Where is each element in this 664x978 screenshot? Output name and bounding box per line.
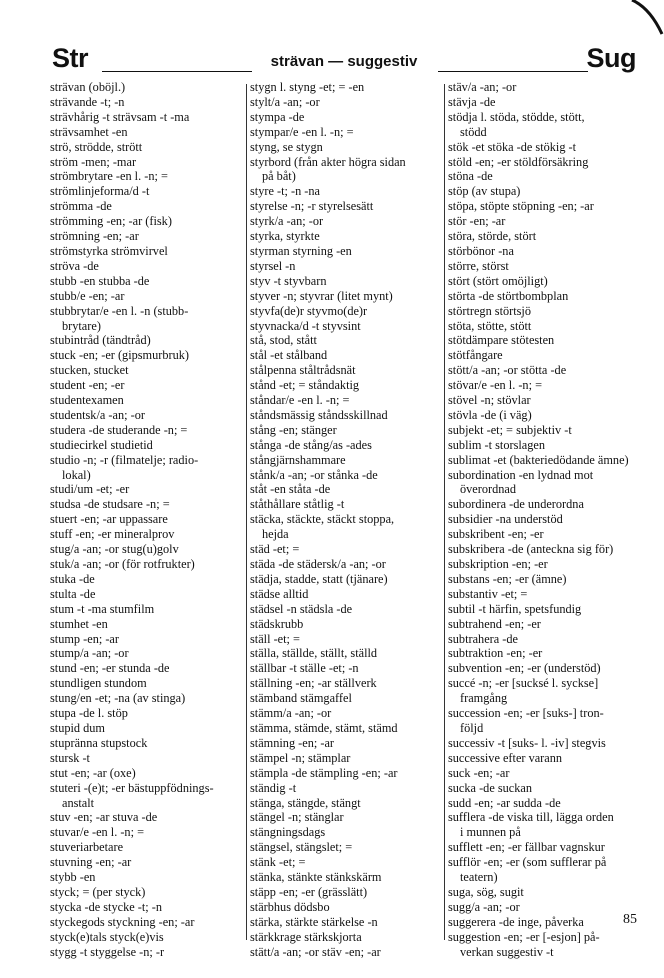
dictionary-entry: störta -de störtbombplan bbox=[448, 288, 569, 303]
dictionary-entry: styckegods styckning -en; -ar bbox=[50, 914, 195, 929]
dictionary-entry: suggestion -en; -er [-esjon] på- bbox=[448, 929, 600, 944]
dictionary-entry: stämning -en; -ar bbox=[250, 735, 335, 750]
dictionary-entry: stuka -de bbox=[50, 571, 95, 586]
dictionary-entry: strömming -en; -ar (fisk) bbox=[50, 214, 172, 229]
dictionary-entry: stympa -de bbox=[250, 109, 305, 124]
dictionary-entry: stöpa, stöpte stöpning -en; -ar bbox=[448, 199, 594, 214]
dictionary-entry: städsel -n städsla -de bbox=[250, 601, 353, 616]
dictionary-entry: sufflör -en; -er (som sufflerar på bbox=[448, 855, 607, 870]
dictionary-entry: styrk/a -an; -or bbox=[250, 214, 324, 229]
dictionary-entry: stubintråd (tändtråd) bbox=[50, 333, 151, 348]
page-number: 85 bbox=[623, 912, 637, 927]
dictionary-entry: styck; = (per styck) bbox=[50, 884, 146, 899]
column-3 bbox=[448, 80, 642, 959]
dictionary-entry: stuveriarbetare bbox=[50, 840, 124, 855]
dictionary-entry: stöp (av stupa) bbox=[448, 184, 521, 199]
dictionary-entry: subsidier -na understöd bbox=[448, 512, 563, 527]
dictionary-entry: stupid dum bbox=[50, 720, 105, 735]
dictionary-entry: strävan (oböjl.) bbox=[50, 80, 126, 94]
dictionary-entry: stybb -en bbox=[50, 870, 96, 885]
dictionary-entry: stämm/a -an; -or bbox=[250, 706, 332, 721]
dictionary-entry: styre -t; -n -na bbox=[250, 184, 320, 199]
dictionary-entry: subskription -en; -er bbox=[448, 557, 548, 571]
dictionary-entry: styver -n; styvrar (litet mynt) bbox=[250, 288, 393, 303]
dictionary-entry: suck -en; -ar bbox=[448, 765, 510, 780]
column-1 bbox=[50, 80, 244, 959]
dictionary-entry: stänka, stänkte stänkskärm bbox=[250, 870, 382, 885]
dictionary-entry: stuck -en; -er (gipsmurbruk) bbox=[50, 348, 189, 363]
dictionary-entry: styrsel -n bbox=[250, 258, 296, 273]
dictionary-entry: ställbar -t ställe -et; -n bbox=[250, 661, 359, 676]
dictionary-entry: studsa -de studsare -n; = bbox=[50, 497, 170, 512]
dictionary-entry: stuff -en; -er mineralprov bbox=[50, 527, 175, 542]
dictionary-entry: succession -en; -er [suks-] tron- bbox=[448, 706, 604, 721]
dictionary-entry: stötdämpare stötesten bbox=[448, 333, 555, 348]
dictionary-entry: stärbhus dödsbo bbox=[250, 899, 330, 914]
dictionary-entry: sublim -t storslagen bbox=[448, 437, 546, 452]
dictionary-entry: strömning -en; -ar bbox=[50, 229, 139, 244]
dictionary-entry: sudd -en; -ar sudda -de bbox=[448, 795, 561, 810]
dictionary-entry: ställ -et; = bbox=[250, 631, 300, 646]
dictionary-entry: stuvar/e -en l. -n; = bbox=[50, 825, 145, 840]
dictionary-entry: stört (stört omöjligt) bbox=[448, 273, 548, 288]
column-2 bbox=[250, 80, 444, 959]
dictionary-entry: subskribera -de (anteckna sig för) bbox=[448, 542, 614, 557]
dictionary-entry: strömma -de bbox=[50, 199, 112, 214]
dictionary-entry: stylt/a -an; -or bbox=[250, 94, 320, 109]
dictionary-entry: stum -t -ma stumfilm bbox=[50, 601, 155, 616]
dictionary-entry: stursk -t bbox=[50, 750, 90, 765]
dictionary-entry: successive efter varann bbox=[448, 750, 563, 765]
dictionary-entry: stödja l. stöda, stödde, stött, bbox=[448, 109, 585, 124]
dictionary-entry: successiv -t [suks- l. -iv] stegvis bbox=[448, 735, 606, 750]
dictionary-entry: suggerera -de inge, påverka bbox=[448, 914, 584, 929]
dictionary-entry: styrka, styrkte bbox=[250, 229, 320, 244]
dictionary-entry: stöta, stötte, stött bbox=[448, 318, 532, 333]
dictionary-entry: stötfångare bbox=[448, 348, 503, 363]
dictionary-entry: studera -de studerande -n; = bbox=[50, 422, 188, 437]
dictionary-entry: styng, se stygn bbox=[250, 139, 323, 154]
dictionary-entry: stundligen stundom bbox=[50, 676, 147, 691]
dictionary-entry: ströva -de bbox=[50, 258, 99, 273]
dictionary-entry: subtrahera -de bbox=[448, 631, 518, 646]
dictionary-entry: stävja -de bbox=[448, 94, 496, 109]
dictionary-entry: ståndar/e -en l. -n; = bbox=[250, 393, 350, 408]
dictionary-entry: stygn l. styng -et; = -en bbox=[250, 80, 365, 94]
dictionary-entry: lokal) bbox=[62, 467, 91, 482]
dictionary-entry: subtrahend -en; -er bbox=[448, 616, 541, 631]
dictionary-entry: sucka -de suckan bbox=[448, 780, 532, 795]
dictionary-entry: stånga -de stång/as -ades bbox=[250, 437, 372, 452]
dictionary-entry: studio -n; -r (filmatelje; radio- bbox=[50, 452, 199, 467]
dictionary-entry: ständig -t bbox=[250, 780, 297, 795]
dictionary-entry: stängsel, stängslet; = bbox=[250, 840, 353, 855]
dictionary-entry: teatern) bbox=[460, 870, 498, 885]
dictionary-entry: anstalt bbox=[62, 795, 95, 810]
dictionary-entry: störtregn störtsjö bbox=[448, 303, 531, 318]
dictionary-entry: stund -en; -er stunda -de bbox=[50, 661, 170, 676]
dictionary-entry: sugg/a -an; -or bbox=[448, 899, 520, 914]
dictionary-entry: stump -en; -ar bbox=[50, 631, 119, 646]
dictionary-entry: stupränna stupstock bbox=[50, 735, 148, 750]
dictionary-entry: strävande -t; -n bbox=[50, 94, 125, 109]
dictionary-entry: studentsk/a -an; -or bbox=[50, 407, 145, 422]
dictionary-entry: överordnad bbox=[460, 482, 516, 497]
dictionary-entry: stött/a -an; -or stötta -de bbox=[448, 363, 567, 378]
dictionary-entry: stuvning -en; -ar bbox=[50, 855, 132, 870]
dictionary-entry: städ -et; = bbox=[250, 542, 300, 557]
dictionary-entry: subordination -en lydnad mot bbox=[448, 467, 594, 482]
dictionary-entry: stycka -de stycke -t; -n bbox=[50, 899, 162, 914]
dictionary-entry: stänk -et; = bbox=[250, 855, 306, 870]
dictionary-entry: stäcka, stäckte, stäckt stoppa, bbox=[250, 512, 395, 527]
dictionary-entry: stubb/e -en; -ar bbox=[50, 288, 125, 303]
dictionary-entry: substans -en; -er (ämne) bbox=[448, 571, 567, 586]
dictionary-entry: verkan suggestiv -t bbox=[460, 944, 554, 959]
dictionary-entry: stövar/e -en l. -n; = bbox=[448, 378, 543, 393]
dictionary-entry: störa, störde, stört bbox=[448, 229, 537, 244]
dictionary-entry: stövla -de (i väg) bbox=[448, 407, 532, 422]
page-title: strävan — suggestiv bbox=[270, 53, 418, 70]
dictionary-entry: ställa, ställde, ställt, ställd bbox=[250, 646, 378, 661]
dictionary-entry: studentexamen bbox=[50, 393, 124, 408]
dictionary-entry: stäpp -en; -er (grässlätt) bbox=[250, 884, 368, 899]
dictionary-entry: subordinera -de underordna bbox=[448, 497, 584, 512]
dictionary-entry: ståt -en ståta -de bbox=[250, 482, 331, 497]
dictionary-entry: stämpel -n; stämplar bbox=[250, 750, 351, 765]
dictionary-entry: stung/en -et; -na (av stinga) bbox=[50, 691, 186, 706]
right-guide-word: Sug bbox=[586, 43, 636, 73]
dictionary-entry: stubbrytar/e -en l. -n (stubb- bbox=[50, 303, 189, 318]
dictionary-entry: strävsamhet -en bbox=[50, 124, 128, 139]
dictionary-entry: ståthållare ståtlig -t bbox=[250, 497, 345, 512]
dictionary-entry: strö, strödde, strött bbox=[50, 139, 143, 154]
dictionary-entry: strävhårig -t strävsam -t -ma bbox=[50, 109, 190, 124]
dictionary-entry: framgång bbox=[460, 691, 508, 706]
dictionary-entry: stäv/a -an; -or bbox=[448, 80, 517, 94]
column-divider bbox=[444, 84, 445, 940]
dictionary-entry: strömstyrka strömvirvel bbox=[50, 243, 168, 258]
dictionary-entry: strömbrytare -en l. -n; = bbox=[50, 169, 168, 184]
dictionary-entry: styv -t styvbarn bbox=[250, 273, 327, 288]
dictionary-entry: städse alltid bbox=[250, 586, 309, 601]
dictionary-entry: stök -et stöka -de stökig -t bbox=[448, 139, 577, 154]
dictionary-entry: städa -de städersk/a -an; -or bbox=[250, 557, 386, 571]
dictionary-entry: styrbord (från akter högra sidan bbox=[250, 154, 406, 169]
dictionary-entry: stämpla -de stämpling -en; -ar bbox=[250, 765, 398, 780]
dictionary-entry: stygg -t styggelse -n; -r bbox=[50, 944, 165, 959]
dictionary-entry: stör -en; -ar bbox=[448, 214, 506, 229]
dictionary-entry: subskribent -en; -er bbox=[448, 527, 544, 542]
dictionary-entry: stå, stod, stått bbox=[250, 333, 317, 348]
dictionary-entry: större, störst bbox=[448, 258, 509, 273]
left-guide-word: Str bbox=[52, 43, 89, 73]
dictionary-entry: stånk/a -an; -or stånka -de bbox=[250, 467, 378, 482]
dictionary-entry: ström -men; -mar bbox=[50, 154, 137, 169]
dictionary-entry: studiecirkel studietid bbox=[50, 437, 153, 452]
dictionary-entry: styvfa(de)r styvmo(de)r bbox=[250, 303, 368, 318]
dictionary-entry: stump/a -an; -or bbox=[50, 646, 129, 661]
dictionary-entry: stämma, stämde, stämt, stämd bbox=[250, 720, 398, 735]
dictionary-entry: suga, sög, sugit bbox=[448, 884, 524, 899]
dictionary-entry: följd bbox=[460, 720, 484, 735]
dictionary-entry: stålpenna ståltrådsnät bbox=[250, 363, 356, 378]
dictionary-entry: stympar/e -en l. -n; = bbox=[250, 124, 354, 139]
dictionary-entry: stänga, stängde, stängt bbox=[250, 795, 361, 810]
dictionary-entry: stämband stämgaffel bbox=[250, 691, 352, 706]
dictionary-entry: stängningsdags bbox=[250, 825, 326, 840]
dictionary-entry: student -en; -er bbox=[50, 378, 125, 393]
dictionary-entry: stucken, stucket bbox=[50, 363, 129, 378]
dictionary-entry: stång -en; stänger bbox=[250, 422, 337, 437]
dictionary-entry: brytare) bbox=[62, 318, 101, 333]
dictionary-entry: stuert -en; -ar uppassare bbox=[50, 512, 168, 527]
dictionary-entry: på båt) bbox=[262, 169, 296, 184]
dictionary-entry: städja, stadde, statt (tjänare) bbox=[250, 571, 388, 586]
dictionary-entry: stuteri -(e)t; -er bästuppfödnings- bbox=[50, 780, 214, 795]
dictionary-entry: stärkkrage stärkskjorta bbox=[250, 929, 362, 944]
dictionary-entry: ståndsmässig ståndsskillnad bbox=[250, 407, 388, 422]
page-corner-curve-icon bbox=[624, 0, 664, 40]
dictionary-entry: ställning -en; -ar ställverk bbox=[250, 676, 377, 691]
dictionary-entry: styrman styrning -en bbox=[250, 243, 352, 258]
dictionary-entry: styrelse -n; -r styrelsesätt bbox=[250, 199, 374, 214]
dictionary-entry: stuv -en; -ar stuva -de bbox=[50, 810, 158, 825]
dictionary-entry: stöld -en; -er stöldförsäkring bbox=[448, 154, 589, 169]
dictionary-entry: styvnacka/d -t styvsint bbox=[250, 318, 361, 333]
dictionary-entry: i munnen på bbox=[460, 825, 521, 840]
dictionary-entry: stulta -de bbox=[50, 586, 96, 601]
dictionary-entry: stål -et stålband bbox=[250, 348, 328, 363]
dictionary-entry: stätt/a -an; -or stäv -en; -ar bbox=[250, 944, 381, 959]
dictionary-entry: sufflett -en; -er fällbar vagnskur bbox=[448, 840, 605, 855]
dictionary-entry: studi/um -et; -er bbox=[50, 482, 130, 497]
dictionary-entry: störbönor -na bbox=[448, 243, 514, 258]
dictionary-entry: stöna -de bbox=[448, 169, 493, 184]
dictionary-entry: stuk/a -an; -or (för rotfrukter) bbox=[50, 557, 195, 571]
dictionary-entry: stumhet -en bbox=[50, 616, 108, 631]
dictionary-entry: stupa -de l. stöp bbox=[50, 706, 128, 721]
dictionary-entry: stug/a -an; -or stug(u)golv bbox=[50, 542, 179, 557]
dictionary-entry: stut -en; -ar (oxe) bbox=[50, 765, 136, 780]
dictionary-entry: stånd -et; = ståndaktig bbox=[250, 378, 360, 393]
dictionary-entry: subvention -en; -er (understöd) bbox=[448, 661, 601, 676]
dictionary-entry: sublimat -et (bakteriedödande ämne) bbox=[448, 452, 629, 467]
dictionary-entry: stubb -en stubba -de bbox=[50, 273, 150, 288]
column-divider bbox=[246, 84, 247, 940]
dictionary-entry: subjekt -et; = subjektiv -t bbox=[448, 422, 572, 437]
dictionary-entry: stödd bbox=[460, 124, 487, 139]
dictionary-entry: subtraktion -en; -er bbox=[448, 646, 543, 661]
dictionary-entry: städskrubb bbox=[250, 616, 304, 631]
dictionary-entry: stövel -n; stövlar bbox=[448, 393, 531, 408]
dictionary-entry: styck(e)tals styck(e)vis bbox=[50, 929, 164, 944]
dictionary-entry: substantiv -et; = bbox=[448, 586, 528, 601]
dictionary-entry: stångjärnshammare bbox=[250, 452, 346, 467]
dictionary-entry: strömlinjeformа/d -t bbox=[50, 184, 150, 199]
page-header bbox=[52, 36, 636, 80]
dictionary-entry: sufflera -de viska till, lägga orden bbox=[448, 810, 614, 825]
dictionary-entry: stärka, stärkte stärkelse -n bbox=[250, 914, 378, 929]
dictionary-entry: succé -n; -er [sucksé l. syckse] bbox=[448, 676, 599, 691]
dictionary-entry: hejda bbox=[262, 527, 289, 542]
dictionary-entry: subtil -t härfin, spetsfundig bbox=[448, 601, 582, 616]
dictionary-entry: stängel -n; stänglar bbox=[250, 810, 344, 825]
